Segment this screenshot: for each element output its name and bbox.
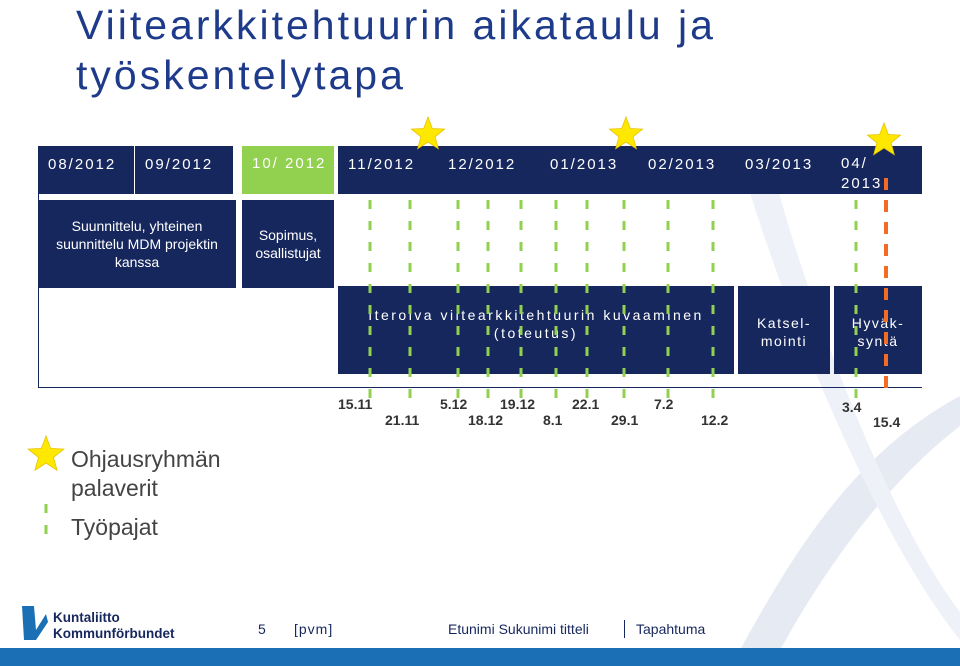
date-label: 5.12: [440, 396, 468, 412]
month-cell: 09/2012: [135, 146, 233, 194]
date-label: 12.2: [701, 412, 729, 428]
date-label: 7.2: [654, 396, 674, 412]
logo-text-line2: Kommunförbundet: [53, 626, 175, 641]
month-cell: 11/2012: [348, 156, 416, 173]
month-cell: 08/2012: [38, 146, 134, 194]
date-placeholder: [pvm]: [294, 621, 334, 637]
logo-icon: [22, 606, 48, 640]
month-cell-highlighted: 10/ 2012: [242, 146, 334, 194]
phase-iteration: Iteroiva viitearkkitehtuurin kuvaaminen (toteutus): [338, 286, 734, 374]
phase-review: Katsel- mointi: [738, 286, 830, 374]
month-cell: 04/ 2013: [841, 155, 883, 192]
date-label: 15.11: [338, 396, 373, 412]
logo-text-line1: Kuntaliitto: [53, 610, 120, 625]
date-label: 29.1: [611, 412, 639, 428]
date-label: 3.4: [842, 399, 862, 415]
legend-workshops-label: Työpajat: [71, 514, 158, 540]
date-label: 8.1: [543, 412, 563, 428]
footer-bar: [0, 648, 960, 666]
month-cell: 12/2012: [448, 156, 517, 173]
page-title: Viitearkkitehtuurin aikataulu ja työskentelytapa: [76, 2, 716, 98]
date-label: 21.11: [385, 412, 420, 428]
date-label: 19.12: [500, 396, 536, 412]
phase-planning: Suunnittelu, yhteinen suunnittelu MDM projektin kanssa: [38, 200, 236, 288]
date-label: 15.4: [873, 414, 901, 430]
page-number: 5: [258, 621, 266, 637]
date-label: 22.1: [572, 396, 600, 412]
month-cell: 01/2013: [550, 156, 619, 173]
footer-author: Etunimi Sukunimi titteli: [448, 621, 589, 637]
month-cell: 02/2013: [648, 156, 717, 173]
footer-event: Tapahtuma: [636, 621, 706, 637]
phase-agreement: Sopimus, osallistujat: [242, 200, 334, 288]
legend-steering-label: Ohjausryhmän palaverit: [71, 446, 221, 501]
date-label: 18.12: [468, 412, 504, 428]
footer-separator: [624, 620, 625, 638]
phase-approval: Hyväk- syntä: [834, 286, 922, 374]
month-cell: 03/2013: [745, 156, 814, 173]
